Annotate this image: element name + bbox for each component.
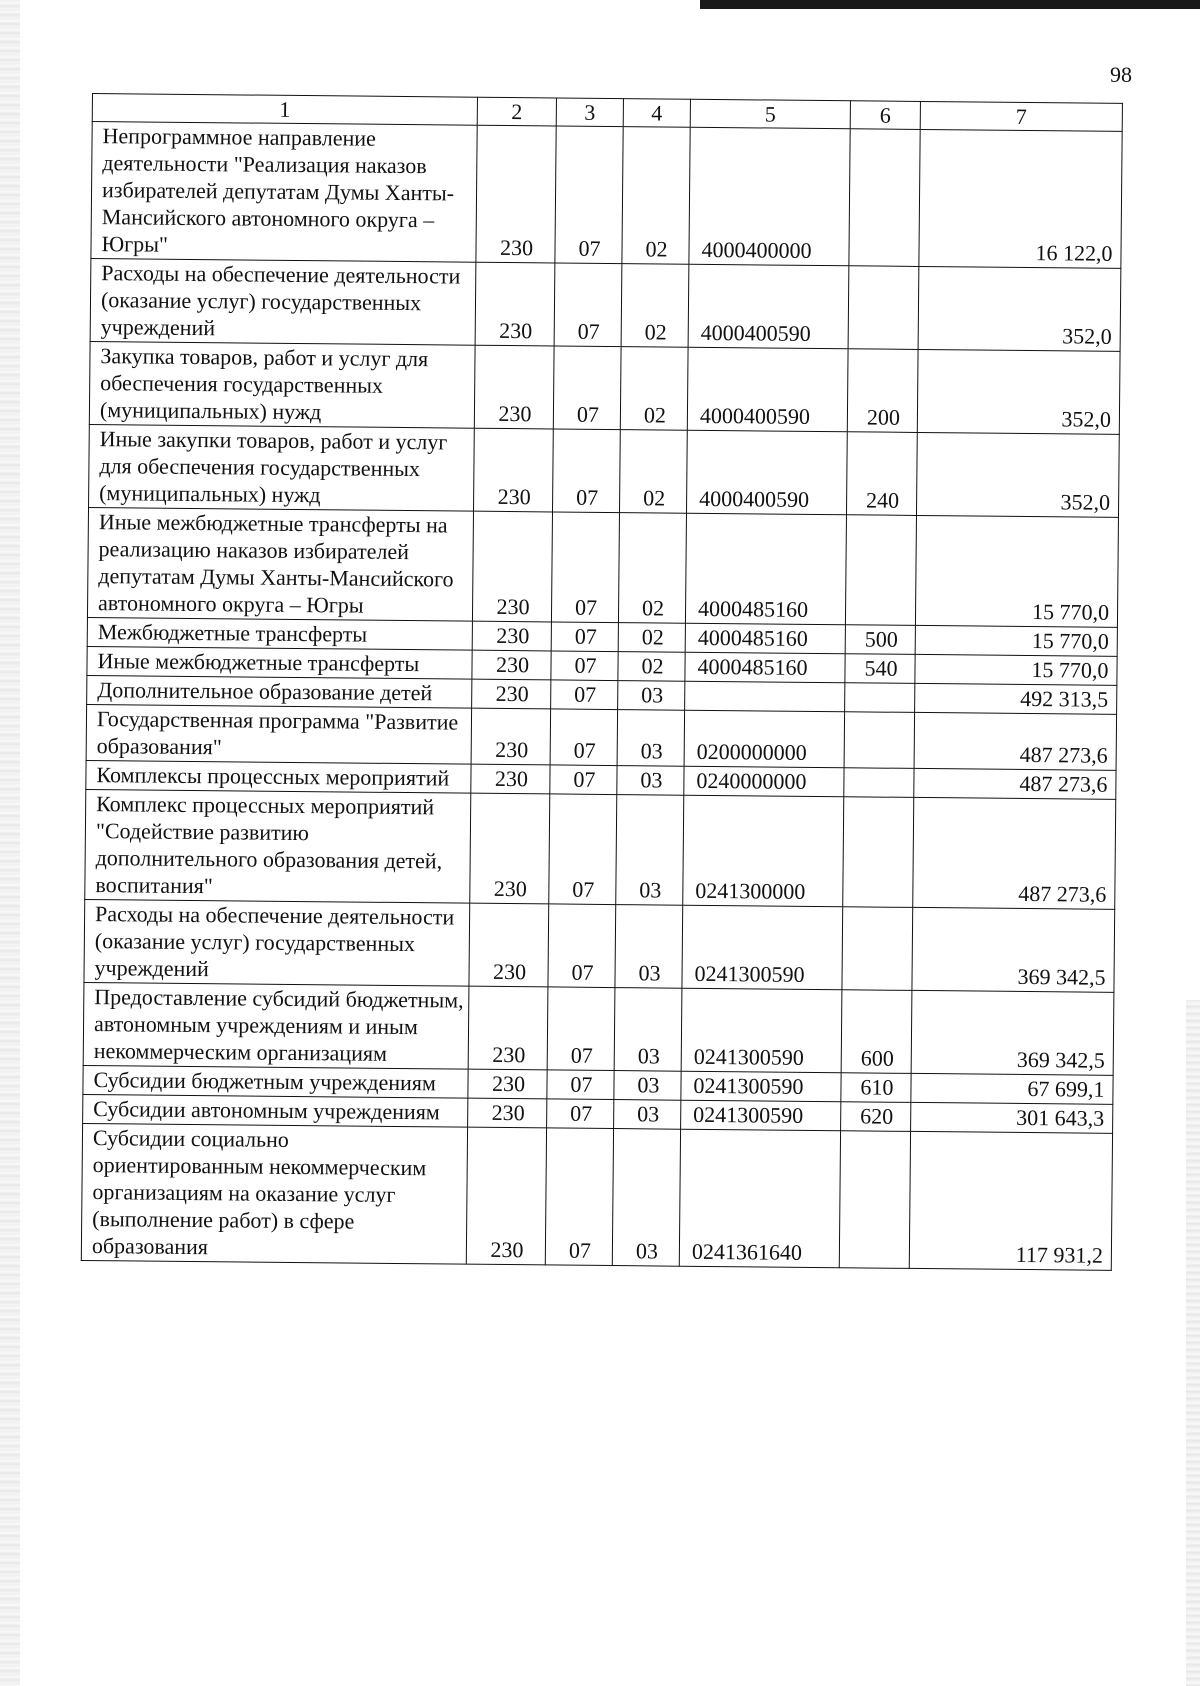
table-row xyxy=(89,424,1120,517)
row-subsection: 02 xyxy=(619,430,687,514)
table-row xyxy=(90,258,1121,351)
row-expense-type xyxy=(839,1131,910,1269)
row-admin-code: 230 xyxy=(471,764,550,794)
row-name: Межбюджетные трансферты xyxy=(87,617,472,650)
row-subsection: 02 xyxy=(618,623,685,653)
row-subsection: 03 xyxy=(612,1129,680,1267)
row-name: Иные межбюджетные трансферты на реализацию наказов избирателей депутатам Думы Ханты-Мансийского автономного округа – Югры xyxy=(87,507,473,621)
header-col-6: 6 xyxy=(850,101,920,130)
row-amount: 352,0 xyxy=(917,349,1120,434)
row-subsection: 02 xyxy=(621,264,689,348)
row-section: 07 xyxy=(548,904,616,988)
budget-table-wrapper xyxy=(81,93,1122,1271)
row-target-article: 0241300590 xyxy=(681,1100,841,1131)
row-name: Субсидии социально ориентированным некоммерческим организациям на оказание услуг (выполнение работ) в сфере образования xyxy=(81,1123,467,1264)
row-target-article xyxy=(685,681,845,712)
row-expense-type: 500 xyxy=(845,625,915,655)
row-expense-type: 620 xyxy=(841,1102,911,1132)
row-admin-code: 230 xyxy=(472,679,551,709)
row-subsection: 03 xyxy=(614,1071,681,1101)
row-target-article: 4000485160 xyxy=(685,623,845,654)
row-subsection: 03 xyxy=(614,988,682,1072)
row-expense-type xyxy=(843,797,914,908)
header-col-7: 7 xyxy=(920,101,1122,131)
row-subsection: 03 xyxy=(614,1100,681,1130)
row-target-article: 0241361640 xyxy=(679,1129,840,1268)
row-expense-type xyxy=(845,515,916,626)
row-admin-code: 230 xyxy=(466,1127,546,1265)
row-amount: 369 342,5 xyxy=(911,990,1114,1075)
table-row xyxy=(89,341,1120,434)
row-subsection: 02 xyxy=(620,347,688,431)
row-name: Непрограммное направление деятельности "Реализация наказов избирателей депутатам Думы Ханты-Мансийского автономного округа – Югры" xyxy=(91,122,477,263)
row-admin-code: 230 xyxy=(472,621,551,651)
row-target-article: 0241300590 xyxy=(682,905,843,990)
row-expense-type: 240 xyxy=(846,432,917,516)
row-name: Государственная программа "Развитие образования" xyxy=(86,704,472,764)
scan-edge-right xyxy=(1186,1000,1200,1686)
row-subsection: 02 xyxy=(618,513,686,624)
row-target-article: 0241300590 xyxy=(681,988,842,1073)
row-section: 07 xyxy=(555,126,623,264)
row-section: 07 xyxy=(547,1099,614,1129)
row-amount: 352,0 xyxy=(916,432,1119,517)
row-amount: 15 770,0 xyxy=(915,515,1118,627)
row-section: 07 xyxy=(547,987,615,1071)
table-row xyxy=(81,1123,1112,1270)
row-admin-code: 230 xyxy=(468,1069,547,1099)
row-expense-type xyxy=(844,768,914,798)
row-name: Иные межбюджетные трансферты xyxy=(87,646,472,679)
row-target-article: 0200000000 xyxy=(684,710,845,768)
row-amount: 16 122,0 xyxy=(919,129,1122,268)
row-target-article: 4000400590 xyxy=(686,430,847,515)
row-subsection: 03 xyxy=(616,795,684,906)
row-subsection: 02 xyxy=(622,127,690,265)
row-expense-type: 540 xyxy=(845,654,915,684)
row-section: 07 xyxy=(554,263,622,347)
row-admin-code: 230 xyxy=(474,345,554,429)
row-section: 07 xyxy=(551,622,618,652)
row-expense-type xyxy=(844,712,915,769)
page-number: 98 xyxy=(1110,62,1132,87)
row-amount: 15 770,0 xyxy=(915,625,1117,656)
scan-edge-left xyxy=(0,0,20,1686)
row-amount: 369 342,5 xyxy=(912,907,1115,992)
row-name: Субсидии автономным учреждениям xyxy=(83,1094,468,1127)
budget-table xyxy=(81,93,1123,1271)
row-name: Расходы на обеспечение деятельности (оказание услуг) государственных учреждений xyxy=(84,899,470,986)
row-section: 07 xyxy=(549,794,617,905)
row-expense-type xyxy=(849,129,920,267)
row-name: Комплекс процессных мероприятий "Содействие развитию дополнительного образования детей, воспитания" xyxy=(85,789,471,903)
row-admin-code: 230 xyxy=(470,793,550,904)
row-amount: 352,0 xyxy=(918,266,1121,351)
row-expense-type: 600 xyxy=(841,990,912,1074)
row-expense-type xyxy=(842,907,913,991)
row-target-article: 4000400590 xyxy=(687,347,848,432)
row-admin-code: 230 xyxy=(472,511,552,622)
table-row xyxy=(85,789,1116,909)
row-amount: 492 313,5 xyxy=(915,683,1117,714)
row-target-article: 4000400000 xyxy=(689,127,850,266)
row-admin-code: 230 xyxy=(469,903,549,987)
row-amount: 487 273,6 xyxy=(914,768,1116,799)
row-section: 07 xyxy=(551,680,618,710)
row-section: 07 xyxy=(551,512,619,623)
row-section: 07 xyxy=(550,765,617,795)
header-col-2: 2 xyxy=(477,97,556,126)
table-row xyxy=(83,982,1114,1075)
row-admin-code: 230 xyxy=(476,125,556,263)
row-admin-code: 230 xyxy=(474,428,554,512)
table-row xyxy=(84,899,1115,992)
row-name: Дополнительное образование детей xyxy=(87,675,472,708)
table-row xyxy=(87,507,1118,627)
row-name: Комплексы процессных мероприятий xyxy=(86,760,471,793)
row-amount: 301 643,3 xyxy=(911,1102,1113,1133)
row-amount: 487 273,6 xyxy=(913,797,1116,909)
row-subsection: 03 xyxy=(615,905,683,989)
row-admin-code: 230 xyxy=(475,262,555,346)
row-subsection: 03 xyxy=(617,710,685,767)
row-admin-code: 230 xyxy=(471,708,551,765)
row-subsection: 03 xyxy=(618,681,685,711)
row-admin-code: 230 xyxy=(468,986,548,1070)
row-expense-type: 610 xyxy=(841,1073,911,1103)
row-expense-type: 200 xyxy=(847,349,918,433)
row-name: Субсидии бюджетным учреждениям xyxy=(83,1065,468,1098)
row-amount: 67 699,1 xyxy=(911,1073,1113,1104)
table-row xyxy=(86,704,1116,770)
row-admin-code: 230 xyxy=(472,650,551,680)
row-section: 07 xyxy=(547,1070,614,1100)
row-target-article: 0241300590 xyxy=(681,1071,841,1102)
row-section: 07 xyxy=(550,709,618,766)
row-target-article: 4000485160 xyxy=(685,513,846,625)
row-name: Предоставление субсидий бюджетным, автономным учреждениям и иным некоммерческим организациям xyxy=(83,982,469,1069)
row-target-article: 0240000000 xyxy=(684,766,844,797)
row-amount: 117 931,2 xyxy=(909,1131,1112,1270)
header-col-1: 1 xyxy=(92,94,477,126)
scan-edge-top xyxy=(700,0,1200,9)
row-target-article: 0241300000 xyxy=(683,795,844,907)
row-section: 07 xyxy=(551,651,618,681)
row-name: Иные закупки товаров, работ и услуг для обеспечения государственных (муниципальных) нужд xyxy=(89,424,475,511)
row-subsection: 03 xyxy=(617,766,684,796)
row-name: Закупка товаров, работ и услуг для обеспечения государственных (муниципальных) нужд xyxy=(89,341,475,428)
row-subsection: 02 xyxy=(618,652,685,682)
row-expense-type xyxy=(848,266,919,350)
row-section: 07 xyxy=(552,429,620,513)
header-col-5: 5 xyxy=(690,99,850,129)
row-amount: 15 770,0 xyxy=(915,654,1117,685)
row-expense-type xyxy=(845,683,915,713)
header-col-3: 3 xyxy=(556,98,623,127)
row-name: Расходы на обеспечение деятельности (оказание услуг) государственных учреждений xyxy=(90,258,476,345)
row-admin-code: 230 xyxy=(468,1098,547,1128)
table-row xyxy=(91,122,1122,269)
row-target-article: 4000485160 xyxy=(685,652,845,683)
row-section: 07 xyxy=(553,346,621,430)
row-section: 07 xyxy=(545,1128,613,1266)
header-col-4: 4 xyxy=(623,99,690,128)
row-amount: 487 273,6 xyxy=(914,712,1117,770)
row-target-article: 4000400590 xyxy=(688,264,849,349)
